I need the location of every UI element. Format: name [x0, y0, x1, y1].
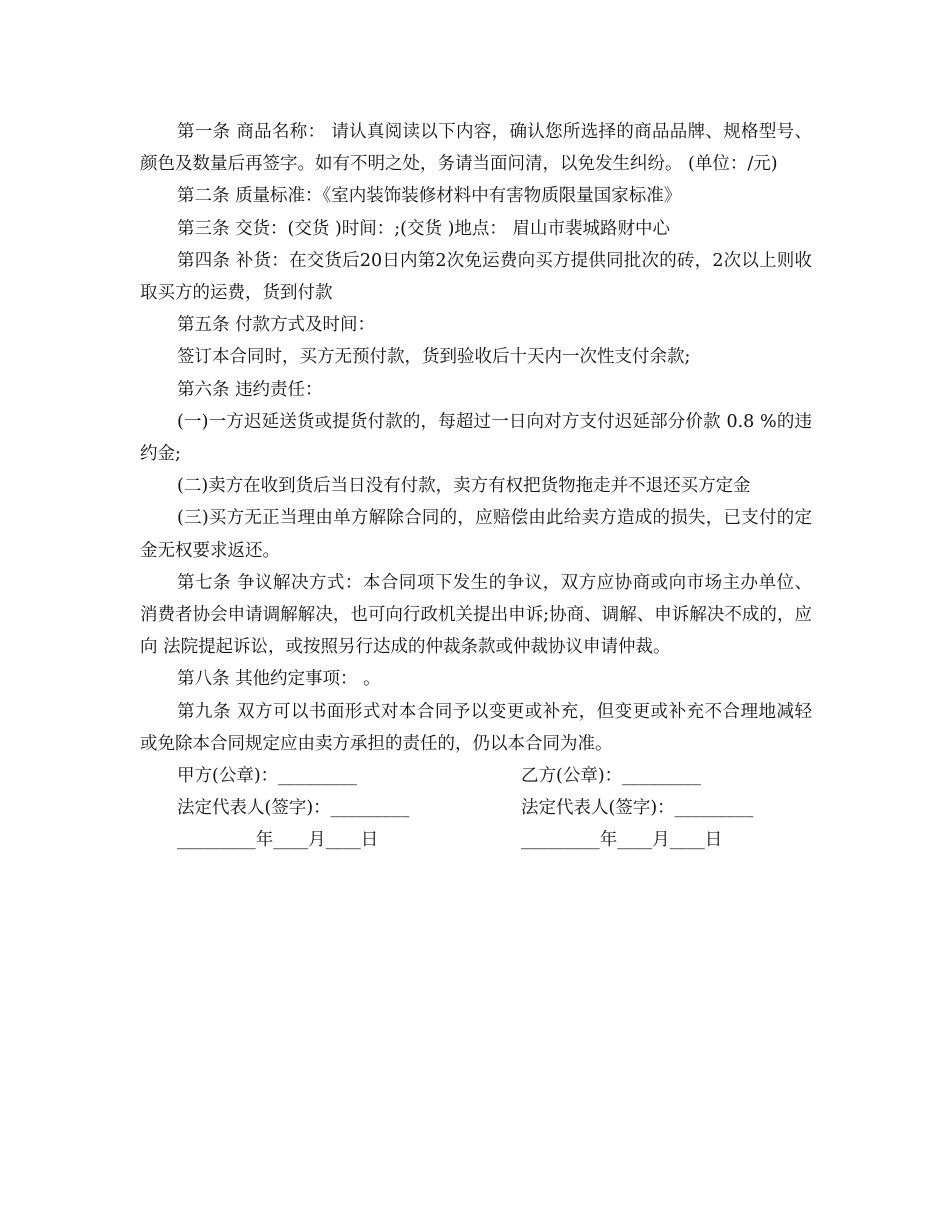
clause-2-quality-standard: 第二条 质量标准：《室内装饰装修材料中有害物质限量国家标准》	[177, 186, 682, 207]
signature-row-party	[140, 760, 812, 792]
clause-1-product-name: 第一条 商品名称： 请认真阅读以下内容，确认您所选择的商品品牌、规格型号、颜色及数量后再签字。如有不明之处，务请当面问清，以免发生纠纷。 (单位：/元)	[140, 122, 812, 175]
party-a-representative-line: 法定代表人(签字)：_________	[177, 798, 410, 819]
clause-9-amendments: 第九条 双方可以书面形式对本合同予以变更或补充，但变更或补充不合理地减轻或免除本合同规定应由卖方承担的责任的，仍以本合同为准。	[140, 701, 812, 754]
clause-3-delivery: 第三条 交货：(交货 )时间：;(交货 )地点： 眉山市裴城路财中心	[177, 218, 670, 239]
clause-8-other-terms: 第八条 其他约定事项： 。	[177, 669, 381, 690]
clause-6-item-2: (二)卖方在收到货后当日没有付款，卖方有权把货物拖走并不退还买方定金	[177, 476, 751, 497]
party-a-date-line: _________年____月____日	[177, 830, 379, 851]
signature-row-representative	[140, 792, 812, 824]
party-b-date-line: _________年____月____日	[521, 830, 723, 851]
clause-6-item-3: (三)买方无正当理由单方解除合同的，应赔偿由此给卖方造成的损失，已支付的定金无权要求返还。	[140, 508, 812, 561]
clause-6-liability-heading: 第六条 违约责任：	[177, 379, 323, 400]
clause-7-dispute-resolution: 第七条 争议解决方式：本合同项下发生的争议，双方应协商或向市场主办单位、消费者协会申请调解解决，也可向行政机关提出申诉;协商、调解、申诉解决不成的，应向 法院提起诉讼，或按照另行达成的仲裁条款或仲裁协议申请仲裁。	[140, 572, 812, 658]
contract-body	[140, 116, 812, 857]
party-b-seal-line: 乙方(公章)：_________	[521, 766, 701, 787]
clause-5-payment-heading: 第五条 付款方式及时间：	[177, 315, 376, 336]
clause-6-item-1: (一)一方迟延送货或提货付款的，每超过一日向对方支付迟延部分价款 0.8 %的违约金;	[140, 411, 812, 465]
party-b-representative-line: 法定代表人(签字)：_________	[521, 798, 754, 819]
party-a-seal-line: 甲方(公章)：_________	[177, 766, 357, 787]
clause-5-payment-terms: 签订本合同时，买方无预付款，货到验收后十天内一次性支付余款;	[177, 347, 691, 368]
clause-4-replenishment: 第四条 补货：在交货后20日内第2次免运费向买方提供同批次的砖，2次以上则收取买方的运费，货到付款	[140, 250, 812, 304]
signature-row-date	[140, 824, 812, 856]
